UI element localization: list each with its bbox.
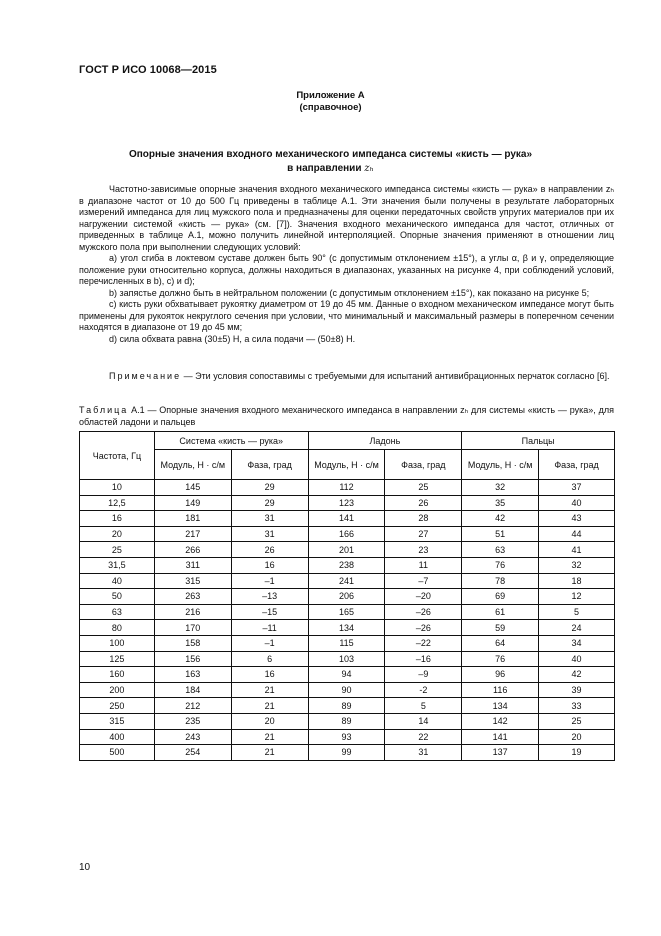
col-frequency-header: Частота, Гц xyxy=(80,432,155,480)
value-cell: –1 xyxy=(231,635,308,651)
table-row xyxy=(80,620,615,636)
value-cell: 311 xyxy=(154,557,231,573)
intro-paragraph: Частотно-зависимые опорные значения входного механического импеданса системы «кисть — рука» в направлении zₕ в диапазоне частот от 10 до 500 Гц приведены в таблице А.1. Эти значения были получены в результате лабораторных измерений импеданса для лиц мужского пола и предназначены для оценки передаточных свойств упругих материалов при их нагружении системой «кисть — рука» (см. [7]). Значения входного механического импеданса для частот, отличных от приведенных в таблице А.1, можно получить линейной интерполяцией. Опорные значения применяют в отношении лиц мужского пола при выполнении следующих условий: xyxy=(79,184,614,252)
value-cell: 241 xyxy=(308,573,385,589)
group-header-fingers: Пальцы xyxy=(462,432,615,450)
value-cell: –16 xyxy=(385,651,462,667)
note-block xyxy=(79,371,614,383)
value-cell: 40 xyxy=(539,651,615,667)
value-cell: 22 xyxy=(385,729,462,745)
value-cell: 235 xyxy=(154,713,231,729)
value-cell: 263 xyxy=(154,589,231,605)
page-number: 10 xyxy=(79,862,91,873)
value-cell: 5 xyxy=(385,698,462,714)
subheader-modulus: Модуль, Н · с/м xyxy=(154,450,231,480)
table-row xyxy=(80,495,615,511)
value-cell: 31 xyxy=(231,511,308,527)
frequency-cell: 10 xyxy=(80,480,155,496)
table-row xyxy=(80,651,615,667)
value-cell: 158 xyxy=(154,635,231,651)
value-cell: 44 xyxy=(539,526,615,542)
value-cell: 34 xyxy=(539,635,615,651)
value-cell: 5 xyxy=(539,604,615,620)
value-cell: 103 xyxy=(308,651,385,667)
value-cell: 27 xyxy=(385,526,462,542)
value-cell: –1 xyxy=(231,573,308,589)
value-cell: 25 xyxy=(385,480,462,496)
subheader-phase: Фаза, град xyxy=(231,450,308,480)
value-cell: 21 xyxy=(231,729,308,745)
value-cell: 18 xyxy=(539,573,615,589)
table-caption-label: Таблица xyxy=(79,405,129,415)
note-text: — Эти условия сопоставимы с требуемыми для испытаний антивибрационных перчаток согласно [6]. xyxy=(181,371,610,381)
value-cell: 216 xyxy=(154,604,231,620)
frequency-cell: 31,5 xyxy=(80,557,155,573)
value-cell: 61 xyxy=(462,604,539,620)
value-cell: 11 xyxy=(385,557,462,573)
table-row xyxy=(80,589,615,605)
subheader-phase: Фаза, град xyxy=(539,450,615,480)
value-cell: 32 xyxy=(462,480,539,496)
value-cell: 40 xyxy=(539,495,615,511)
value-cell: 6 xyxy=(231,651,308,667)
value-cell: 141 xyxy=(462,729,539,745)
group-header-hand-arm: Система «кисть — рука» xyxy=(154,432,308,450)
frequency-cell: 20 xyxy=(80,526,155,542)
frequency-cell: 50 xyxy=(80,589,155,605)
value-cell: 25 xyxy=(539,713,615,729)
value-cell: –9 xyxy=(385,667,462,683)
value-cell: 64 xyxy=(462,635,539,651)
value-cell: 19 xyxy=(539,745,615,761)
value-cell: 134 xyxy=(308,620,385,636)
table-caption xyxy=(79,405,614,428)
value-cell: 165 xyxy=(308,604,385,620)
value-cell: 266 xyxy=(154,542,231,558)
value-cell: 42 xyxy=(462,511,539,527)
section-title-line2 xyxy=(100,162,561,176)
value-cell: –26 xyxy=(385,604,462,620)
frequency-cell: 63 xyxy=(80,604,155,620)
value-cell: 145 xyxy=(154,480,231,496)
condition-d: d) сила обхвата равна (30±5) Н, а сила подачи — (50±8) Н. xyxy=(109,333,356,344)
subheader-phase: Фаза, град xyxy=(385,450,462,480)
value-cell: 238 xyxy=(308,557,385,573)
frequency-cell: 500 xyxy=(80,745,155,761)
condition-a: а) угол сгиба в локтевом суставе должен быть 90° (с допустимым отклонением ±15°), а углы α, β и γ, определяющие положение руки относительно корпуса, должны находиться в диапазонах, указанных на рисунке 4, при соблюдений условий, перечисленных в b), c) и d); xyxy=(79,253,614,286)
value-cell: 156 xyxy=(154,651,231,667)
value-cell: 16 xyxy=(231,557,308,573)
value-cell: 166 xyxy=(308,526,385,542)
table-row xyxy=(80,604,615,620)
section-title-line1: Опорные значения входного механического импеданса системы «кисть — рука» xyxy=(128,149,533,160)
value-cell: 181 xyxy=(154,511,231,527)
frequency-cell: 200 xyxy=(80,682,155,698)
value-cell: 184 xyxy=(154,682,231,698)
value-cell: 212 xyxy=(154,698,231,714)
table-row xyxy=(80,480,615,496)
standard-header: ГОСТ Р ИСО 10068—2015 xyxy=(79,64,217,76)
value-cell: –20 xyxy=(385,589,462,605)
value-cell: 16 xyxy=(231,667,308,683)
value-cell: 42 xyxy=(539,667,615,683)
frequency-cell: 100 xyxy=(80,635,155,651)
subheader-modulus: Модуль, Н · с/м xyxy=(308,450,385,480)
value-cell: 69 xyxy=(462,589,539,605)
table-row xyxy=(80,667,615,683)
table-row xyxy=(80,729,615,745)
value-cell: 12 xyxy=(539,589,615,605)
condition-c: c) кисть руки обхватывает рукоятку диаметром от 19 до 45 мм. Данные о входном механическом импедансе могут быть применены для рукояток некруглого сечения при условии, что минимальный и максимальный размеры в поперечном сечении находятся в диапазоне от 19 до 45 мм; xyxy=(79,299,614,332)
value-cell: –15 xyxy=(231,604,308,620)
value-cell: 90 xyxy=(308,682,385,698)
value-cell: 115 xyxy=(308,635,385,651)
value-cell: -2 xyxy=(385,682,462,698)
value-cell: 32 xyxy=(539,557,615,573)
value-cell: –26 xyxy=(385,620,462,636)
table-row xyxy=(80,526,615,542)
section-title-prefix: в направлении xyxy=(287,163,365,174)
appendix-subtitle: (справочное) xyxy=(299,102,362,113)
value-cell: 76 xyxy=(462,651,539,667)
value-cell: 89 xyxy=(308,713,385,729)
value-cell: 149 xyxy=(154,495,231,511)
value-cell: 96 xyxy=(462,667,539,683)
table-caption-text: А.1 — Опорные значения входного механического импеданса в направлении zₕ для системы «кисть — рука», для областей ладони и пальцев xyxy=(79,405,614,427)
note-label: Примечание xyxy=(109,371,182,381)
value-cell: 134 xyxy=(462,698,539,714)
value-cell: 31 xyxy=(231,526,308,542)
value-cell: 33 xyxy=(539,698,615,714)
value-cell: 21 xyxy=(231,698,308,714)
table-row xyxy=(80,713,615,729)
value-cell: –22 xyxy=(385,635,462,651)
frequency-cell: 125 xyxy=(80,651,155,667)
value-cell: 29 xyxy=(231,480,308,496)
value-cell: 23 xyxy=(385,542,462,558)
table-row xyxy=(80,573,615,589)
frequency-cell: 40 xyxy=(80,573,155,589)
frequency-cell: 400 xyxy=(80,729,155,745)
value-cell: 137 xyxy=(462,745,539,761)
table-row xyxy=(80,511,615,527)
value-cell: 43 xyxy=(539,511,615,527)
value-cell: 78 xyxy=(462,573,539,589)
value-cell: 28 xyxy=(385,511,462,527)
value-cell: 112 xyxy=(308,480,385,496)
impedance-table xyxy=(79,431,615,761)
appendix-title: Приложение А xyxy=(296,90,365,101)
value-cell: 41 xyxy=(539,542,615,558)
table-row xyxy=(80,635,615,651)
condition-b: b) запястье должно быть в нейтральном положении (с допустимым отклонением ±15°), как показано на рисунке 5; xyxy=(109,287,590,298)
frequency-cell: 250 xyxy=(80,698,155,714)
value-cell: 141 xyxy=(308,511,385,527)
frequency-cell: 80 xyxy=(80,620,155,636)
value-cell: 116 xyxy=(462,682,539,698)
frequency-cell: 160 xyxy=(80,667,155,683)
value-cell: 206 xyxy=(308,589,385,605)
value-cell: 76 xyxy=(462,557,539,573)
subheader-modulus: Модуль, Н · с/м xyxy=(462,450,539,480)
value-cell: 243 xyxy=(154,729,231,745)
value-cell: 123 xyxy=(308,495,385,511)
value-cell: 37 xyxy=(539,480,615,496)
value-cell: 31 xyxy=(385,745,462,761)
value-cell: 39 xyxy=(539,682,615,698)
section-title-axis: zₕ xyxy=(364,163,374,174)
table-body xyxy=(80,480,615,761)
value-cell: 21 xyxy=(231,682,308,698)
frequency-cell: 16 xyxy=(80,511,155,527)
value-cell: 254 xyxy=(154,745,231,761)
value-cell: 142 xyxy=(462,713,539,729)
value-cell: 20 xyxy=(539,729,615,745)
value-cell: 163 xyxy=(154,667,231,683)
value-cell: 24 xyxy=(539,620,615,636)
table-row xyxy=(80,557,615,573)
value-cell: –7 xyxy=(385,573,462,589)
value-cell: 63 xyxy=(462,542,539,558)
value-cell: 201 xyxy=(308,542,385,558)
value-cell: –11 xyxy=(231,620,308,636)
value-cell: 99 xyxy=(308,745,385,761)
value-cell: 94 xyxy=(308,667,385,683)
value-cell: 170 xyxy=(154,620,231,636)
table-row xyxy=(80,682,615,698)
value-cell: 20 xyxy=(231,713,308,729)
value-cell: 93 xyxy=(308,729,385,745)
value-cell: 26 xyxy=(231,542,308,558)
frequency-cell: 25 xyxy=(80,542,155,558)
table-row xyxy=(80,542,615,558)
table-row xyxy=(80,745,615,761)
value-cell: 89 xyxy=(308,698,385,714)
table-row xyxy=(80,698,615,714)
value-cell: 14 xyxy=(385,713,462,729)
value-cell: 21 xyxy=(231,745,308,761)
value-cell: 26 xyxy=(385,495,462,511)
value-cell: –13 xyxy=(231,589,308,605)
frequency-cell: 12,5 xyxy=(80,495,155,511)
body-text xyxy=(79,184,614,345)
value-cell: 29 xyxy=(231,495,308,511)
value-cell: 35 xyxy=(462,495,539,511)
group-header-palm: Ладонь xyxy=(308,432,462,450)
value-cell: 51 xyxy=(462,526,539,542)
value-cell: 315 xyxy=(154,573,231,589)
value-cell: 217 xyxy=(154,526,231,542)
frequency-cell: 315 xyxy=(80,713,155,729)
value-cell: 59 xyxy=(462,620,539,636)
